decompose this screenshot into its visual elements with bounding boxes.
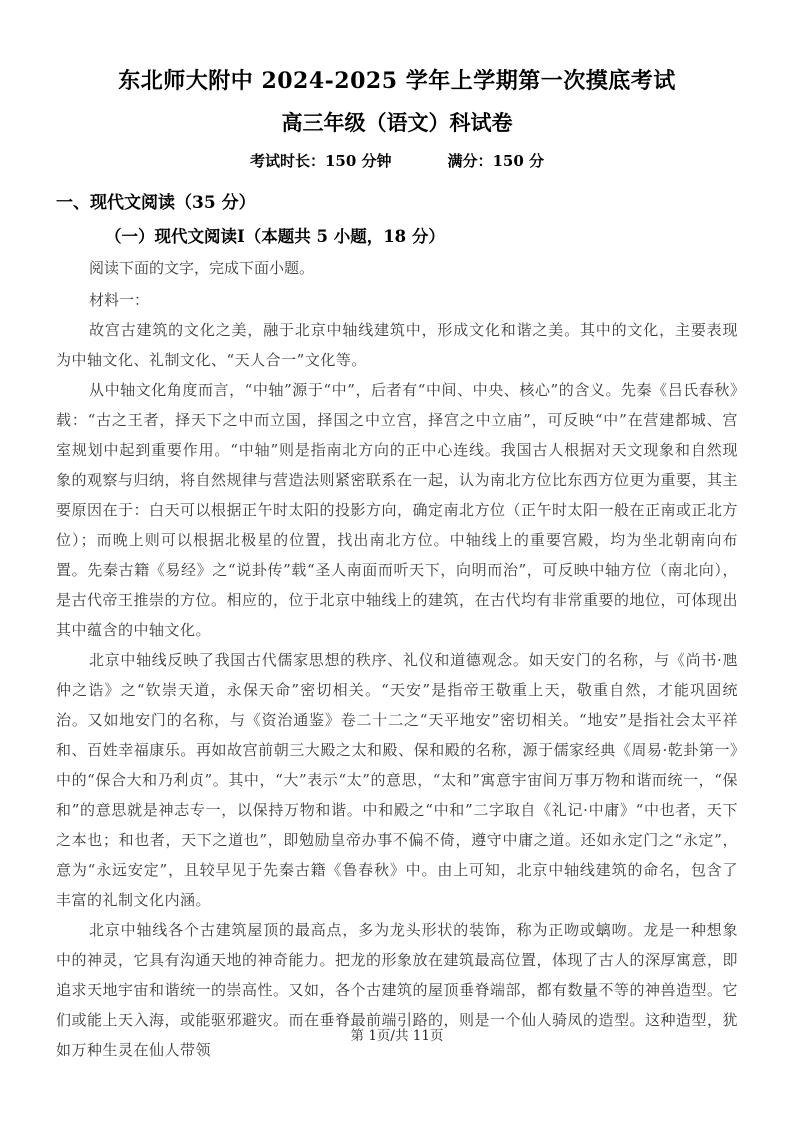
section-heading-modern-reading: 一、现代文阅读（35 分） [56, 193, 256, 213]
document-header [56, 66, 738, 173]
exam-meta [56, 149, 738, 173]
material-paragraph-2: 从中轴文化角度而言，“中轴”源于“中”，后者有“中间、中央、核心”的含义。先秦《吕氏春秋》载：“古之王者，择天下之中而立国，择国之中立宫，择宫之中立庙”，可反映“中”在营建都城、宫室规划中起到重要作用。“中轴”则是指南北方向的正中心连线。我国古人根据对天文现象和自然现象的观察与归纳，将自然规律与营造法则紧密联系在一起，认为南北方位比东西方位更为重要，其主要原因在于：白天可以根据正午时太阳的投影方向，确定南北方位（正午时太阳一般在正南或正北方位）；而晚上则可以根据北极星的位置，找出南北方位。中轴线上的重要宫殿，均为坐北朝南向布置。先秦古籍《易经》之“说卦传”载“圣人南面而听天下，向明而治”，可反映中轴方位（南北向），是古代帝王推崇的方位。相应的，位于北京中轴线上的建筑，在古代均有非常重要的地位，可体现出其中蕴含的中轴文化。 [56, 381, 739, 639]
document-body [56, 189, 738, 1065]
material-paragraph-1: 故宫古建筑的文化之美，融于北京中轴线建筑中，形成文化和谐之美。其中的文化，主要表现为中轴文化、礼制文化、“天人合一”文化等。 [56, 321, 738, 369]
subsection-heading-reading-1: （一）现代文阅读Ⅰ（本题共 5 小题，18 分） [105, 227, 445, 246]
material-paragraph-3: 北京中轴线反映了我国古代儒家思想的秩序、礼仪和道德观念。如天安门的名称，与《尚书·虺仲之诰》之“钦崇天道，永保天命”密切相关。“天安”是指帝王敬重上天，敬重自然，才能巩固统治。又如地安门的名称，与《资治通鉴》卷二十二之“天平地安”密切相关。“地安”是指社会太平祥和、百姓幸福康乐。再如故宫前朝三大殿之太和殿、保和殿的名称，源于儒家经典《周易·乾卦第一》中的“保合大和乃利贞”。其中，“大”表示“太”的意思，“太和”寓意宇宙间万事万物和谐而统一，“保和”的意思就是神志专一，以保持万物和谐。中和殿之“中和”二字取自《礼记·中庸》“中也者，天下之本也；和也者，天下之道也”，即勉励皇帝办事不偏不倚，遵守中庸之道。还如永定门之“永定”，意为“永远安定”，且较早见于先秦古籍《鲁春秋》中。由上可知，北京中轴线建筑的命名，包含了丰富的礼制文化内涵。 [56, 651, 738, 909]
exam-duration: 考试时长：150 分钟 [249, 152, 392, 170]
material-one-label: 材料一： [89, 291, 150, 309]
exam-title: 东北师大附中 2024-2025 学年上学期第一次摸底考试 [118, 68, 676, 94]
page-number-indicator: 第 1页/共 11页 [350, 1028, 444, 1044]
material-paragraph-4: 北京中轴线各个古建筑屋顶的最高点，多为龙头形状的装饰，称为正吻或螭吻。龙是一种想象中的神灵，它具有沟通天地的神奇能力。把龙的形象放在建筑最高位置，体现了古人的深厚寓意，即追求天地宇宙和谐统一的崇高性。又如，各个古建筑的屋顶垂脊端部，都有数量不等的神兽造型。它们或能上天入海，或能驱邪避灾。而在垂脊最前端引路的，则是一个仙人骑凤的造型。这种造型，犹如万种生灵在仙人带领 [56, 921, 739, 1059]
exam-total-score: 满分：150 分 [447, 152, 545, 170]
reading-instruction: 阅读下面的文字，完成下面小题。 [89, 259, 315, 277]
exam-subtitle: 高三年级（语文）科试卷 [281, 110, 513, 135]
